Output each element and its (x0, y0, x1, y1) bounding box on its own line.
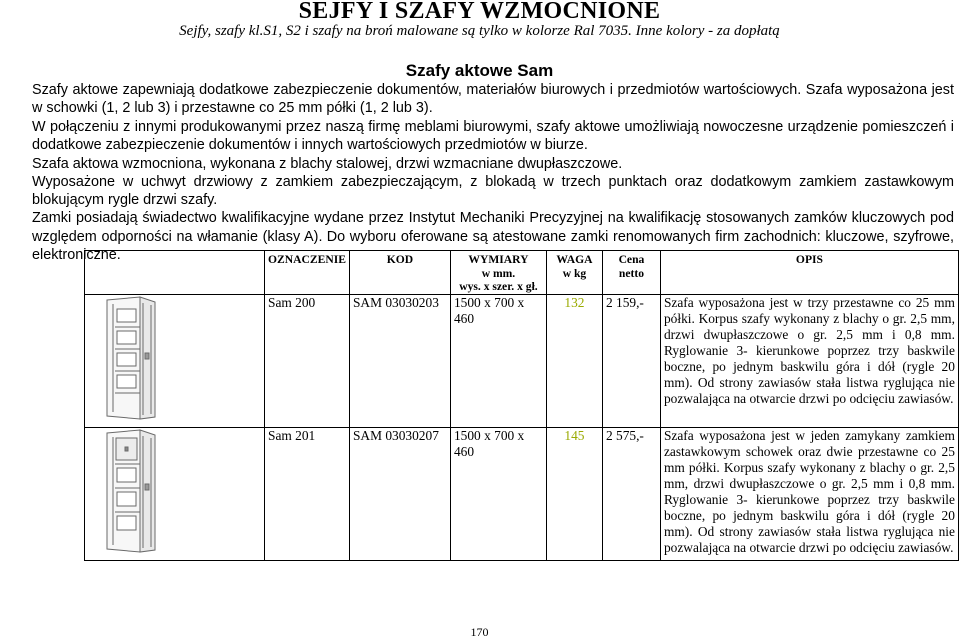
cell-cena: 2 575,- (602, 427, 660, 560)
cell-cena: 2 159,- (602, 294, 660, 427)
product-image-cell (85, 294, 265, 427)
cell-waga: 132 (546, 294, 602, 427)
section-title: Szafy aktowe Sam (405, 61, 554, 80)
header-opis: OPIS (660, 251, 958, 295)
page-title: SEJFY I SZAFY WZMOCNIONE (298, 0, 661, 24)
header-line: wys. x szer. x gł. (459, 280, 538, 293)
product-image-cell (85, 427, 265, 560)
cell-opis: Szafa wyposażona jest w trzy przestawne co 25 mm półki. Korpus szafy wykonany z blachy o gr. 2,5 mm, drzwi dwupłaszczowe o gr. 2,5 mm i 0,8 mm. Ryglowanie 3- kierunkowe poprzez trzy baskwile boczne, po jednym baskwilu góra i dół (rygle 20 mm). Od strony zawiasów stała listwa ryglująca nie pozwalająca na otwarcie drzwi po odcięciu zawiasów. (660, 294, 958, 427)
header-oznaczenie: OZNACZENIE (265, 251, 350, 295)
intro-paragraph: Szafa aktowa wzmocniona, wykonana z blachy stalowej, drzwi wzmacniane dwupłaszczowe. (32, 156, 623, 172)
header-line: netto (618, 266, 645, 280)
paragraph-sentence: Do wyboru oferowane są atestowane zamki renomowanych firm zachodnich: kluczowe, szyfrowe, elektroniczne. (32, 228, 954, 263)
header-cena (602, 251, 660, 295)
image-column-header (85, 251, 265, 295)
cell-kod: SAM 03030207 (349, 427, 450, 560)
cell-oznaczenie: Sam 200 (265, 294, 350, 427)
cell-oznaczenie: Sam 201 (265, 427, 350, 560)
header-kod: KOD (349, 251, 450, 295)
cell-waga: 145 (546, 427, 602, 560)
product-table (84, 250, 959, 561)
paragraph-sentence: Zamki posiadają świadectwo kwalifikacyjne wydane przez Instytut Mechaniki Precyzyjnej na kwalifikację stosowanych zamków kluczowych pod względem odporności na włamanie (klasy A). (32, 210, 954, 245)
page-subtitle: Sejfy, szafy kl.S1, S2 i szafy na broń malowane są tylko w kolorze Ral 7035. Inne kolory - za dopłatą (179, 23, 780, 39)
table-header-row (85, 251, 959, 295)
table-row (85, 294, 959, 427)
cabinet-illustration (85, 295, 264, 423)
cell-kod: SAM 03030203 (349, 294, 450, 427)
page-number: 170 (470, 625, 489, 639)
cell-opis: Szafa wyposażona jest w jeden zamykany zamkiem zastawkowym schowek oraz dwie przestawne co 25 mm półki. Korpus szafy wykonany z blachy o gr. 2,5 mm, drzwi dwupłaszczowe o gr. 2,5 mm i 0,8 mm. Ryglowanie 3- kierunkowe poprzez trzy baskwile boczne, po jednym baskwilu góra i dół (rygle 20 mm). Od strony zawiasów stała listwa ryglująca nie pozwalająca na otwarcie drzwi po odcięciu zawiasów. (660, 427, 958, 560)
header-wymiary (450, 251, 546, 295)
header-line: w kg (562, 266, 587, 280)
header-line: Cena (618, 253, 645, 266)
cabinet-illustration (85, 428, 264, 556)
cell-wymiary: 1500 x 700 x 460 (450, 294, 546, 427)
table-row (85, 427, 959, 560)
header-waga (546, 251, 602, 295)
cell-wymiary: 1500 x 700 x 460 (450, 427, 546, 560)
header-line: WYMIARY (468, 253, 529, 266)
header-line: w mm. (481, 266, 516, 280)
header-line: WAGA (556, 253, 593, 266)
intro-paragraph: W połączeniu z innymi produkowanymi przez naszą firmę meblami biurowymi, szafy aktowe umożliwiają nowoczesne urządzenie pomieszczeń i dodatkowe zabezpieczenie dokumentów i innych wartościowych przedmiotów w biurze. (32, 119, 954, 154)
paragraph-sentence: Wyposażone w uchwyt drzwiowy z zamkiem zabezpieczającym, z blokadą w trzech punktach oraz dodatkowym zamkiem zastawkowym blokującym rygle drzwi szafy. (32, 174, 954, 209)
intro-paragraph: Szafy aktowe zapewniają dodatkowe zabezpieczenie dokumentów, materiałów biurowych i przedmiotów wartościowych. Szafa wyposażona jest w schowki (1, 2 lub 3) i przestawne co 25 mm półki (1, 2 lub 3). (32, 82, 954, 117)
